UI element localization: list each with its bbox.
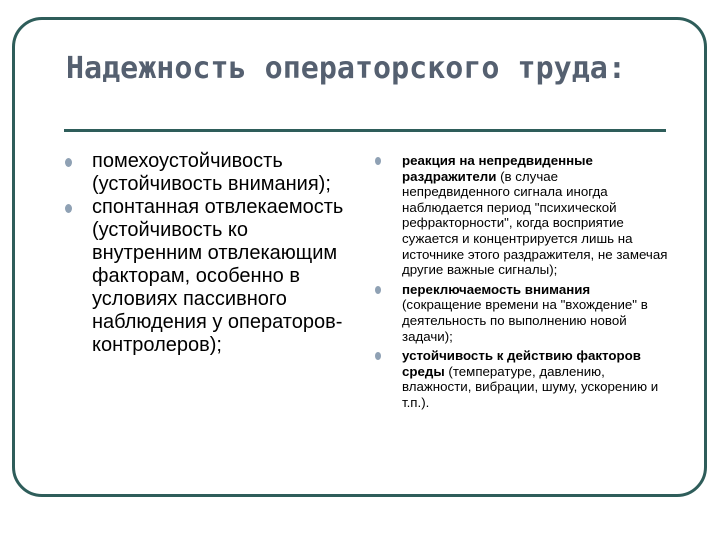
right-list-item <box>372 153 668 278</box>
right-item-term: переключаемость внимания <box>402 281 591 297</box>
right-item-text: (температуре, давлению, влажности, вибрации, шуму, ускорению и т.п.). <box>402 363 659 410</box>
right-list-item <box>372 282 668 344</box>
right-bullet-list <box>372 153 668 411</box>
left-item-text: помехоустойчивость (устойчивость внимания); <box>92 150 331 195</box>
title-divider <box>64 129 666 132</box>
bullet-icon <box>375 352 381 360</box>
bullet-icon <box>375 157 381 165</box>
bullet-icon <box>65 204 72 213</box>
left-list-item <box>62 150 352 196</box>
right-item-text: (в случае непредвиденного сигнала иногда наблюдается период "психической рефракторности", когда восприятие сужается и концентрируется лишь на источнике этого раздражителя, не замечая другие важные сигналы); <box>402 168 668 278</box>
slide-title: Надежность операторского труда: <box>66 51 626 86</box>
left-bullet-list <box>62 150 352 357</box>
bullet-icon <box>65 158 72 167</box>
right-list-item <box>372 348 668 410</box>
right-item-term: устойчивость к действию факторов среды <box>402 348 641 379</box>
right-item-term: реакция на непредвиденные раздражители <box>402 153 593 184</box>
left-item-text: спонтанная отвлекаемость (устойчивость ко внутренним отвлекающим факторам, особенно в условиях пассивного наблюдения у операторов-контролеров); <box>92 196 344 356</box>
bullet-icon <box>375 286 381 294</box>
left-list-item <box>62 196 352 357</box>
right-item-text: (сокращение времени на "вхождение" в деятельность по выполнению новой задачи); <box>402 297 648 344</box>
